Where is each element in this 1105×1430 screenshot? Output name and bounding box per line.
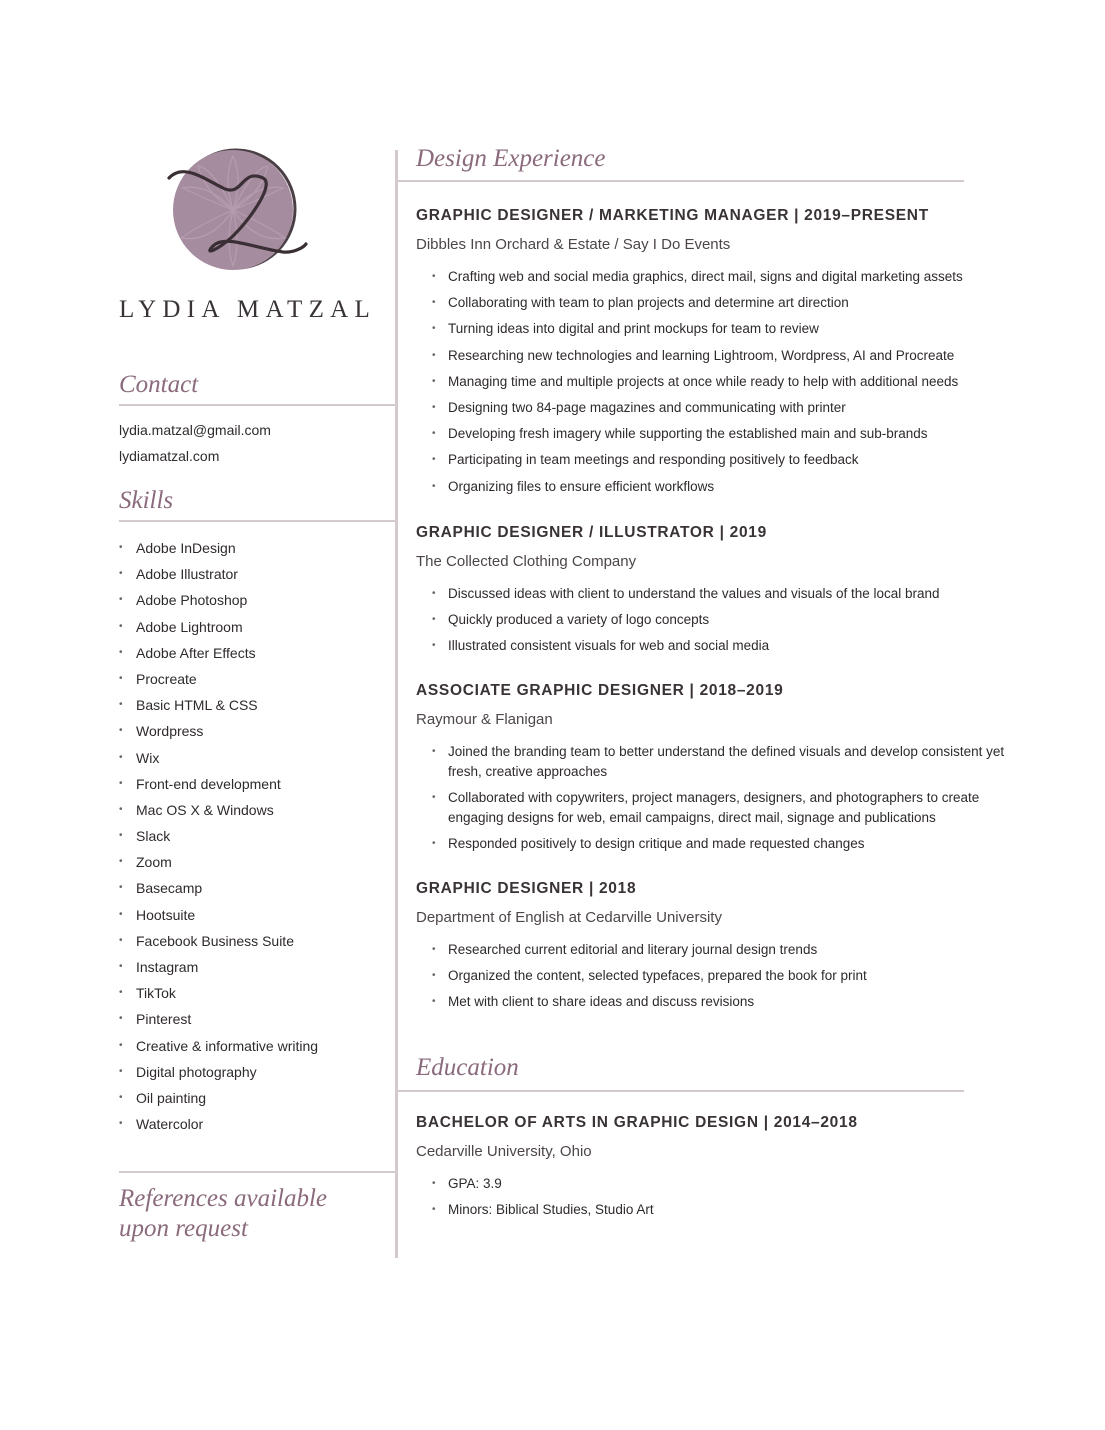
skills-divider	[119, 520, 396, 522]
skill-item: • TikTok	[119, 983, 318, 1009]
skill-item: • Digital photography	[119, 1062, 318, 1088]
skill-item: • Instagram	[119, 957, 318, 983]
education-bullet: • GPA: 3.9	[416, 1174, 1016, 1194]
job-bullet: • Researching new technologies and learning Lightroom, Wordpress, AI and Procreate	[416, 346, 1016, 366]
job-organization: Department of English at Cedarville University	[416, 909, 722, 926]
skill-item: • Facebook Business Suite	[119, 931, 318, 957]
skill-item: • Adobe Lightroom	[119, 617, 318, 643]
monogram-logo	[163, 148, 309, 274]
job-organization: Raymour & Flanigan	[416, 711, 553, 728]
skills-heading: Skills	[119, 487, 174, 514]
job-organization: The Collected Clothing Company	[416, 553, 637, 570]
job-bullets	[416, 267, 1016, 497]
education-entry	[416, 1113, 1016, 1226]
job-bullet: • Turning ideas into digital and print mockups for team to review	[416, 319, 1016, 339]
experience-divider	[396, 180, 964, 182]
job-bullet: • Discussed ideas with client to understand the values and visuals of the local brand	[416, 584, 1016, 604]
job-bullet: • Illustrated consistent visuals for web and social media	[416, 636, 1016, 656]
skill-item: • Basecamp	[119, 878, 318, 904]
job-entry	[416, 879, 1016, 1019]
skill-item: • Oil painting	[119, 1088, 318, 1114]
skill-item: • Adobe Photoshop	[119, 590, 318, 616]
job-bullet: • Met with client to share ideas and discuss revisions	[416, 992, 1016, 1012]
skill-item: • Hootsuite	[119, 905, 318, 931]
references-note	[119, 1184, 389, 1244]
degree-title: BACHELOR OF ARTS IN GRAPHIC DESIGN | 2014–2018	[416, 1114, 858, 1131]
job-bullet: • Responded positively to design critique and made requested changes	[416, 834, 1016, 854]
skill-item: • Wordpress	[119, 721, 318, 747]
job-bullet: • Developing fresh imagery while supporting the established main and sub-brands	[416, 424, 1016, 444]
contact-divider	[119, 404, 396, 406]
references-divider	[119, 1171, 396, 1173]
applicant-name: LYDIA MATZAL	[119, 296, 377, 323]
job-title: GRAPHIC DESIGNER / MARKETING MANAGER | 2019–PRESENT	[416, 207, 929, 224]
education-heading: Education	[416, 1054, 519, 1081]
education-bullet: • Minors: Biblical Studies, Studio Art	[416, 1200, 1016, 1220]
references-line-1: References available	[119, 1185, 328, 1212]
job-entry	[416, 681, 1016, 861]
job-bullets	[416, 940, 1016, 1012]
contact-email[interactable]: lydia.matzal@gmail.com	[119, 422, 271, 438]
job-bullet: • Designing two 84-page magazines and communicating with printer	[416, 398, 1016, 418]
skill-item: • Creative & informative writing	[119, 1036, 318, 1062]
job-title: GRAPHIC DESIGNER | 2018	[416, 880, 637, 897]
job-bullet: • Participating in team meetings and responding positively to feedback	[416, 450, 1016, 470]
skill-item: • Adobe Illustrator	[119, 564, 318, 590]
experience-heading: Design Experience	[416, 145, 606, 172]
job-bullet: • Researched current editorial and literary journal design trends	[416, 940, 1016, 960]
job-bullet: • Collaborating with team to plan projects and determine art direction	[416, 293, 1016, 313]
skill-item: • Zoom	[119, 852, 318, 878]
skill-item: • Slack	[119, 826, 318, 852]
job-bullet: • Crafting web and social media graphics, direct mail, signs and digital marketing assets	[416, 267, 1016, 287]
job-bullet: • Organizing files to ensure efficient workflows	[416, 477, 1016, 497]
skills-list	[119, 538, 318, 1140]
education-divider	[396, 1090, 964, 1092]
references-line-2: upon request	[119, 1215, 248, 1242]
job-organization: Dibbles Inn Orchard & Estate / Say I Do Events	[416, 236, 731, 253]
job-bullet: • Quickly produced a variety of logo concepts	[416, 610, 1016, 630]
job-title: GRAPHIC DESIGNER / ILLUSTRATOR | 2019	[416, 524, 767, 541]
job-bullet: • Collaborated with copywriters, project managers, designers, and photographers to create engaging designs for web, email campaigns, direct mail, signage and publications	[416, 788, 1016, 828]
job-bullet: • Managing time and multiple projects at once while ready to help with additional needs	[416, 372, 1016, 392]
job-entry	[416, 523, 1016, 663]
school-name: Cedarville University, Ohio	[416, 1143, 592, 1160]
skill-item: • Front-end development	[119, 774, 318, 800]
skill-item: • Adobe After Effects	[119, 643, 318, 669]
job-bullet: • Organized the content, selected typefaces, prepared the book for print	[416, 966, 1016, 986]
job-title: ASSOCIATE GRAPHIC DESIGNER | 2018–2019	[416, 682, 784, 699]
skill-item: • Pinterest	[119, 1009, 318, 1035]
skill-item: • Watercolor	[119, 1114, 318, 1140]
job-bullets	[416, 742, 1016, 854]
contact-website[interactable]: lydiamatzal.com	[119, 448, 220, 464]
job-entry	[416, 206, 1016, 503]
skill-item: • Basic HTML & CSS	[119, 695, 318, 721]
contact-heading: Contact	[119, 371, 199, 398]
job-bullet: • Joined the branding team to better understand the defined visuals and develop consistent yet fresh, creative approaches	[416, 742, 1016, 782]
skill-item: • Adobe InDesign	[119, 538, 318, 564]
job-bullets	[416, 584, 1016, 656]
education-bullets	[416, 1174, 1016, 1220]
skill-item: • Procreate	[119, 669, 318, 695]
skill-item: • Mac OS X & Windows	[119, 800, 318, 826]
skill-item: • Wix	[119, 748, 318, 774]
